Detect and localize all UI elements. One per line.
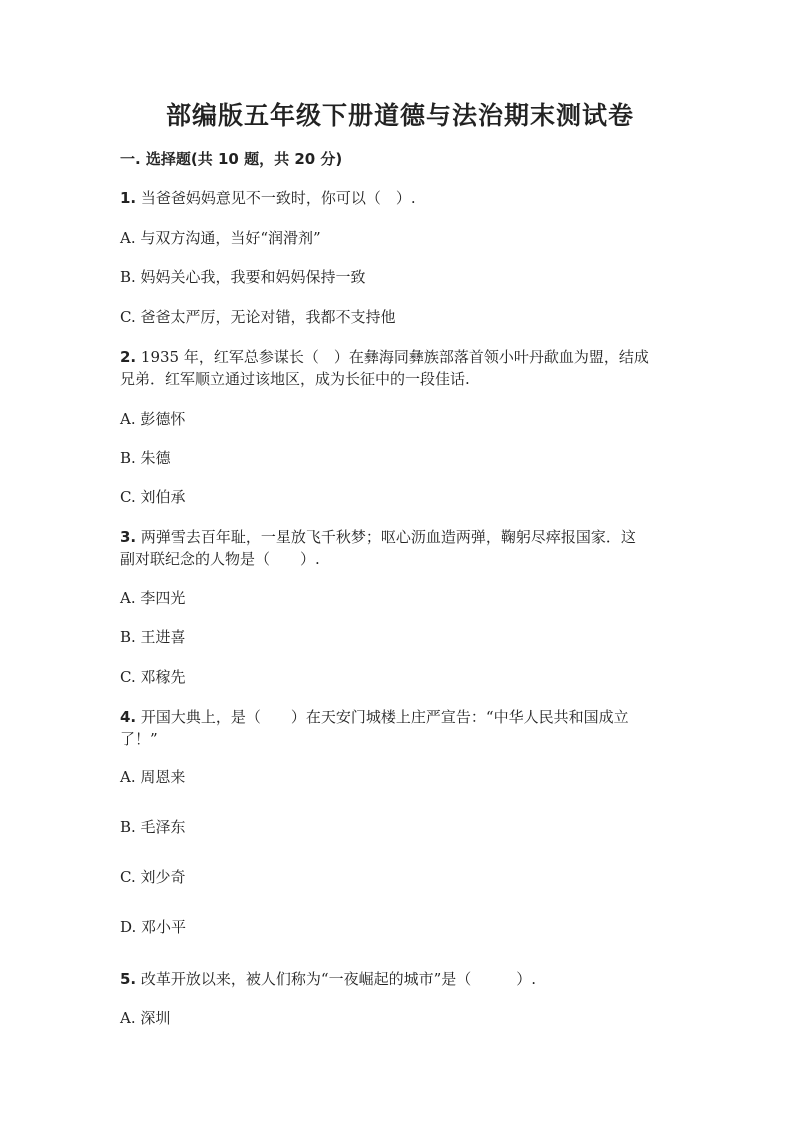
option-b: B. 妈妈关心我，我要和妈妈保持一致 (120, 268, 366, 286)
option-c: C. 邓稼先 (120, 668, 186, 686)
option-c: C. 爸爸太严厉，无论对错，我都不支持他 (120, 308, 396, 326)
question-text-continued: 副对联纪念的人物是（ ）. (120, 550, 320, 568)
question-stem (120, 187, 680, 209)
question-stem (120, 706, 680, 728)
question-number: 5. (120, 970, 137, 988)
option-d: D. 邓小平 (120, 918, 187, 936)
question-stem (120, 526, 680, 548)
option-b: B. 朱德 (120, 449, 171, 467)
question-number: 3. (120, 528, 137, 546)
option-c: C. 刘少奇 (120, 868, 186, 886)
section-heading: 一. 选择题(共 10 题，共 20 分) (120, 150, 343, 168)
option-a: A. 与双方沟通，当好“润滑剂” (120, 229, 321, 247)
option-c: C. 刘伯承 (120, 488, 186, 506)
option-a: A. 彭德怀 (120, 410, 186, 428)
question-number: 1. (120, 189, 137, 207)
question-text: 当爸爸妈妈意见不一致时，你可以（ ）. (140, 189, 416, 207)
page-title: 部编版五年级下册道德与法治期末测试卷 (165, 101, 634, 130)
question-stem (120, 346, 680, 368)
option-b: B. 王进喜 (120, 628, 186, 646)
question-text: 开国大典上，是（ ）在天安门城楼上庄严宣告：“中华人民共和国成立 (140, 708, 629, 726)
option-b: B. 毛泽东 (120, 818, 186, 836)
question-text-continued: 兄弟．红军顺立通过该地区，成为长征中的一段佳话. (120, 370, 470, 388)
question-text: 改革开放以来，被人们称为“一夜崛起的城市”是（ ）. (140, 970, 537, 988)
question-text: 两弹雪去百年耻，一星放飞千秋梦；呕心沥血造两弹，鞠躬尽瘁报国家．这 (140, 528, 636, 546)
question-number: 4. (120, 708, 137, 726)
question-text-continued: 了！” (120, 730, 158, 748)
question-stem (120, 968, 680, 990)
option-a: A. 深圳 (120, 1009, 171, 1027)
option-a: A. 周恩来 (120, 768, 186, 786)
option-a: A. 李四光 (120, 589, 186, 607)
question-text: 1935 年，红军总参谋长（ ）在彝海同彝族部落首领小叶丹歃血为盟，结成 (140, 348, 649, 366)
question-number: 2. (120, 348, 137, 366)
